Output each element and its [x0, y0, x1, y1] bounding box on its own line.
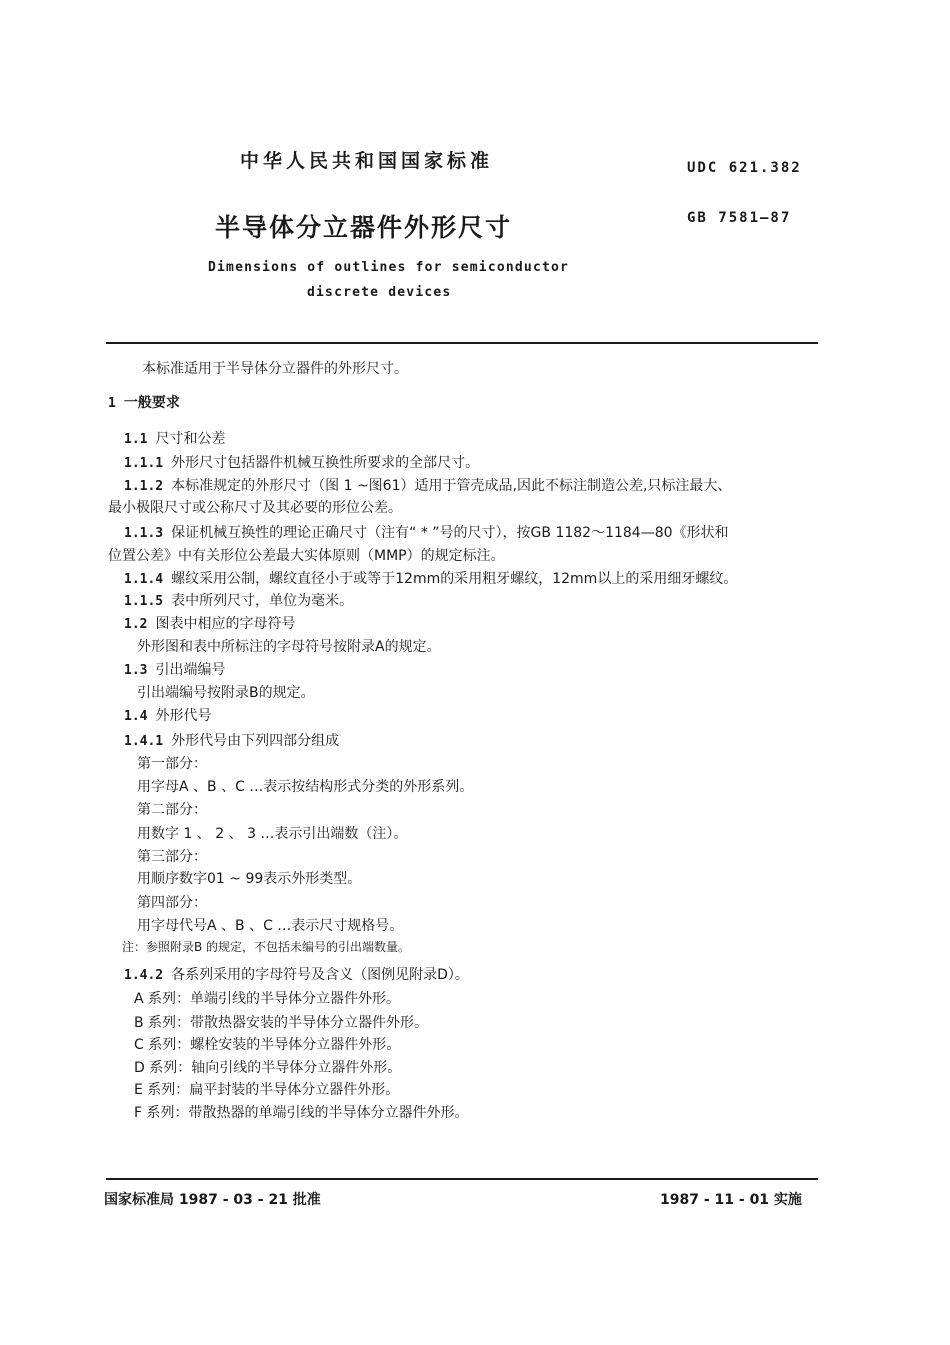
gb-number: GB 7581—87 — [687, 210, 792, 226]
clause-text: 各系列采用的字母符号及含义（图例见附录D）。 — [171, 967, 469, 983]
part-2-label: 第二部分： — [137, 802, 207, 818]
series-c: C 系列：螺栓安装的半导体分立器件外形。 — [134, 1037, 401, 1053]
section-number: 1.2 — [124, 617, 148, 632]
section-1-heading — [108, 392, 180, 412]
section-1-3 — [124, 659, 225, 679]
clause-1-1-3 — [124, 522, 729, 542]
clause-1-1-5 — [124, 590, 353, 610]
clause-number: 1.4.1 — [124, 734, 164, 749]
series-e: E 系列：扁平封装的半导体分立器件外形。 — [134, 1082, 400, 1098]
clause-1-1-4 — [124, 568, 737, 588]
clause-number: 1.4.2 — [124, 968, 164, 983]
section-title: 尺寸和公差 — [155, 431, 226, 447]
part-3-label: 第三部分： — [137, 849, 207, 865]
clause-text: 螺纹采用公制，螺纹直径小于或等于12mm的采用粗牙螺纹，12mm以上的采用细牙螺纹。 — [171, 571, 738, 587]
section-title: 外形代号 — [155, 708, 212, 724]
section-title: 引出端编号 — [155, 662, 226, 678]
clause-text: 外形代号由下列四部分组成 — [171, 733, 340, 749]
section-number: 1 — [108, 396, 116, 411]
part-4-text: 用字母代号A 、B 、C …表示尺寸规格号。 — [137, 918, 404, 934]
part-4-label: 第四部分： — [137, 895, 207, 911]
clause-number: 1.1.1 — [124, 456, 164, 471]
clause-1-4-2 — [124, 964, 469, 984]
section-number: 1.1 — [124, 432, 148, 447]
part-3-text: 用顺序数字01 ~ 99表示外形类型。 — [137, 871, 362, 887]
clause-1-1-3-continuation: 位置公差》中有关形位公差最大实体原则（MMP）的规定标注。 — [108, 548, 505, 564]
section-title: 一般要求 — [123, 395, 180, 411]
section-1-2 — [124, 613, 295, 633]
section-1-1 — [124, 428, 225, 448]
clause-number: 1.1.5 — [124, 594, 164, 609]
clause-1-1-2 — [124, 475, 731, 495]
footer-rule — [106, 1178, 818, 1180]
english-title-line-2: discrete devices — [307, 285, 452, 300]
clause-1-4-1 — [124, 730, 339, 750]
udc-code: UDC 621.382 — [687, 160, 802, 176]
section-number: 1.4 — [124, 709, 148, 724]
series-f: F 系列：带散热器的单端引线的半导体分立器件外形。 — [134, 1105, 469, 1121]
series-b: B 系列：带散热器安装的半导体分立器件外形。 — [134, 1015, 429, 1031]
clause-1-1-1 — [124, 452, 479, 472]
section-title: 图表中相应的字母符号 — [155, 616, 296, 632]
document-title: 半导体分立器件外形尺寸 — [215, 213, 513, 242]
series-d: D 系列：轴向引线的半导体分立器件外形。 — [134, 1060, 402, 1076]
clause-text: 保证机械互换性的理论正确尺寸（注有“ * ”号的尺寸），按GB 1182～1184—80《形状和 — [171, 525, 729, 541]
clause-text: 表中所列尺寸，单位为毫米。 — [171, 593, 354, 609]
part-1-label: 第一部分： — [137, 756, 207, 772]
org-title: 中华人民共和国国家标准 — [240, 150, 494, 172]
clause-text: 外形尺寸包括器件机械互换性所要求的全部尺寸。 — [171, 455, 480, 471]
english-title-line-1: Dimensions of outlines for semiconductor — [208, 260, 570, 275]
series-a: A 系列：单端引线的半导体分立器件外形。 — [134, 991, 401, 1007]
clause-1-1-2-continuation: 最小极限尺寸或公称尺寸及其必要的形位公差。 — [108, 500, 402, 516]
footnote: 注：参照附录B 的规定，不包括未编号的引出端数量。 — [122, 940, 411, 954]
section-1-4 — [124, 705, 211, 725]
part-1-text: 用字母A 、B 、C …表示按结构形式分类的外形系列。 — [137, 779, 474, 795]
section-1-2-detail: 外形图和表中所标注的字母符号按附录A的规定。 — [137, 639, 441, 655]
section-1-3-detail: 引出端编号按附录B的规定。 — [137, 685, 315, 701]
part-2-text: 用数字 1 、 2 、 3 …表示引出端数（注）。 — [137, 826, 408, 842]
clause-number: 1.1.2 — [124, 479, 164, 494]
approval-date: 国家标准局 1987 - 03 - 21 批准 — [104, 1192, 321, 1208]
intro-paragraph: 本标准适用于半导体分立器件的外形尺寸。 — [142, 361, 408, 377]
clause-number: 1.1.3 — [124, 526, 164, 541]
section-number: 1.3 — [124, 663, 148, 678]
effective-date: 1987 - 11 - 01 实施 — [660, 1192, 802, 1208]
clause-number: 1.1.4 — [124, 572, 164, 587]
header-rule — [106, 342, 818, 344]
clause-text: 本标准规定的外形尺寸（图 1 ~图61）适用于管壳成品,因此不标注制造公差,只标注最大、 — [171, 478, 732, 494]
